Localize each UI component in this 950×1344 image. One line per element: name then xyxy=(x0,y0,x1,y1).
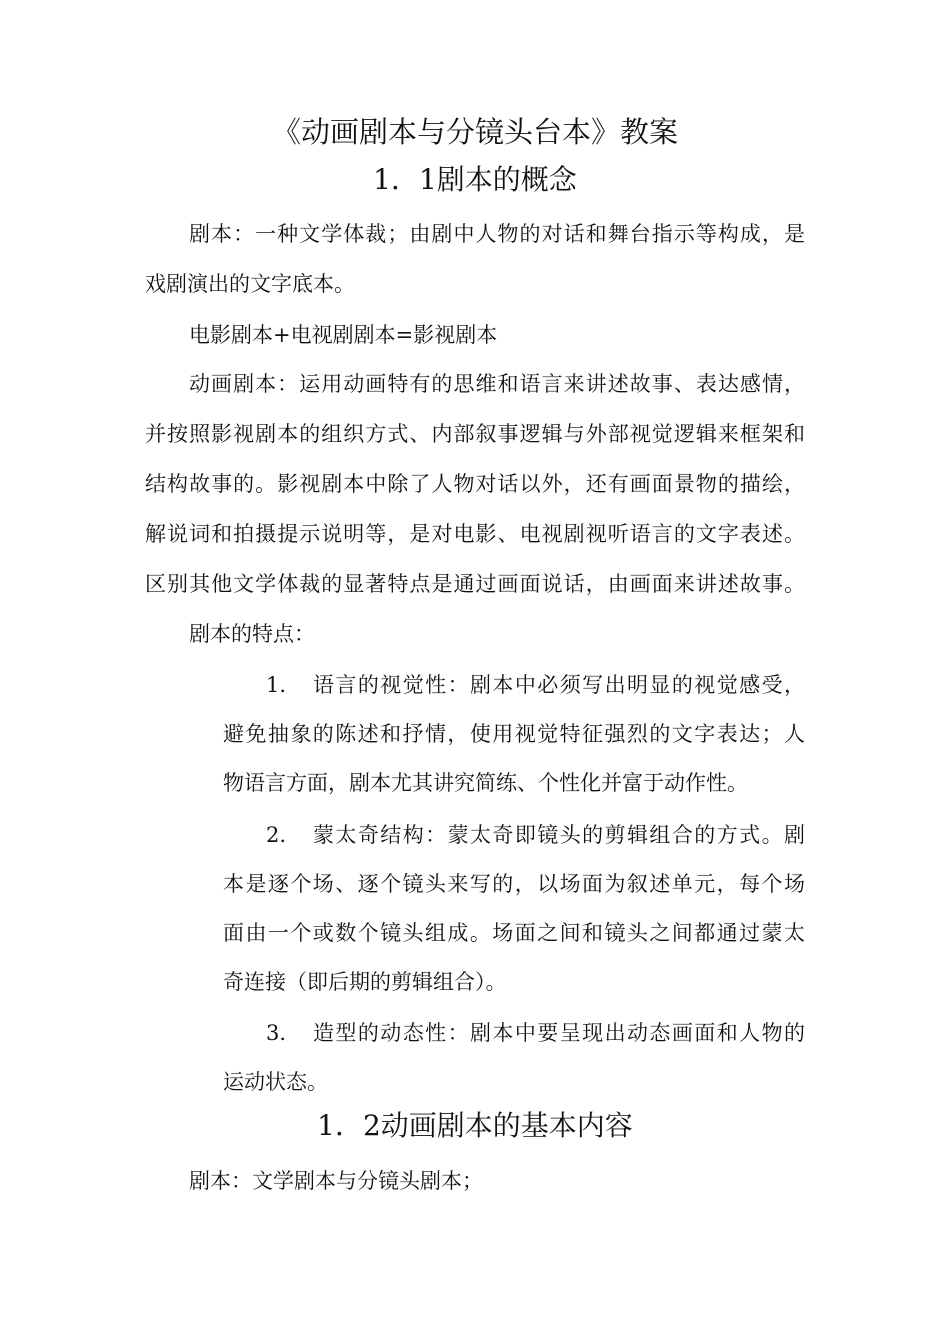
list-number: 1. xyxy=(266,673,287,697)
list-item-line: 语言的视觉性：剧本中必须写出明显的视觉感受， xyxy=(313,673,805,697)
paragraph-line: 剧本：文学剧本与分镜头剧本； xyxy=(189,1169,483,1193)
paragraph-line: 动画剧本：运用动画特有的思维和语言来讲述故事、表达感情， xyxy=(189,372,805,396)
list-item-line: 物语言方面，剧本尤其讲究简练、个性化并富于动作性。 xyxy=(223,771,748,795)
list-item-line: 运动状态。 xyxy=(223,1070,328,1094)
paragraph-line: 解说词和拍摄提示说明等，是对电影、电视剧视听语言的文字表述。 xyxy=(145,522,805,546)
list-item-line: 面由一个或数个镜头组成。场面之间和镜头之间都通过蒙太 xyxy=(223,921,805,945)
list-number: 2. xyxy=(266,823,287,847)
section-heading-1-1: 1．1剧本的概念 xyxy=(373,163,577,196)
paragraph-line: 并按照影视剧本的组织方式、内部叙事逻辑与外部视觉逻辑来框架和 xyxy=(145,422,805,446)
paragraph-line: 剧本：一种文学体裁；由剧中人物的对话和舞台指示等构成，是 xyxy=(189,222,805,246)
paragraph-line: 戏剧演出的文字底本。 xyxy=(145,272,355,296)
paragraph-line: 结构故事的。影视剧本中除了人物对话以外，还有画面景物的描绘， xyxy=(145,472,805,496)
section-heading-1-2: 1．2动画剧本的基本内容 xyxy=(317,1109,633,1142)
list-item-line: 蒙太奇结构：蒙太奇即镜头的剪辑组合的方式。剧 xyxy=(313,823,805,847)
paragraph-line: 电影剧本+电视剧剧本=影视剧本 xyxy=(189,323,498,347)
list-item-line: 本是逐个场、逐个镜头来写的，以场面为叙述单元，每个场 xyxy=(223,872,805,896)
list-number: 3. xyxy=(266,1021,287,1045)
paragraph-line: 区别其他文学体裁的显著特点是通过画面说话，由画面来讲述故事。 xyxy=(145,572,805,596)
features-label: 剧本的特点： xyxy=(189,622,315,646)
list-item-line: 造型的动态性：剧本中要呈现出动态画面和人物的 xyxy=(313,1021,805,1045)
list-item-line: 避免抽象的陈述和抒情，使用视觉特征强烈的文字表达；人 xyxy=(223,722,805,746)
list-item-line: 奇连接（即后期的剪辑组合）。 xyxy=(223,970,507,994)
document-title: 《动画剧本与分镜头台本》教案 xyxy=(271,115,678,149)
